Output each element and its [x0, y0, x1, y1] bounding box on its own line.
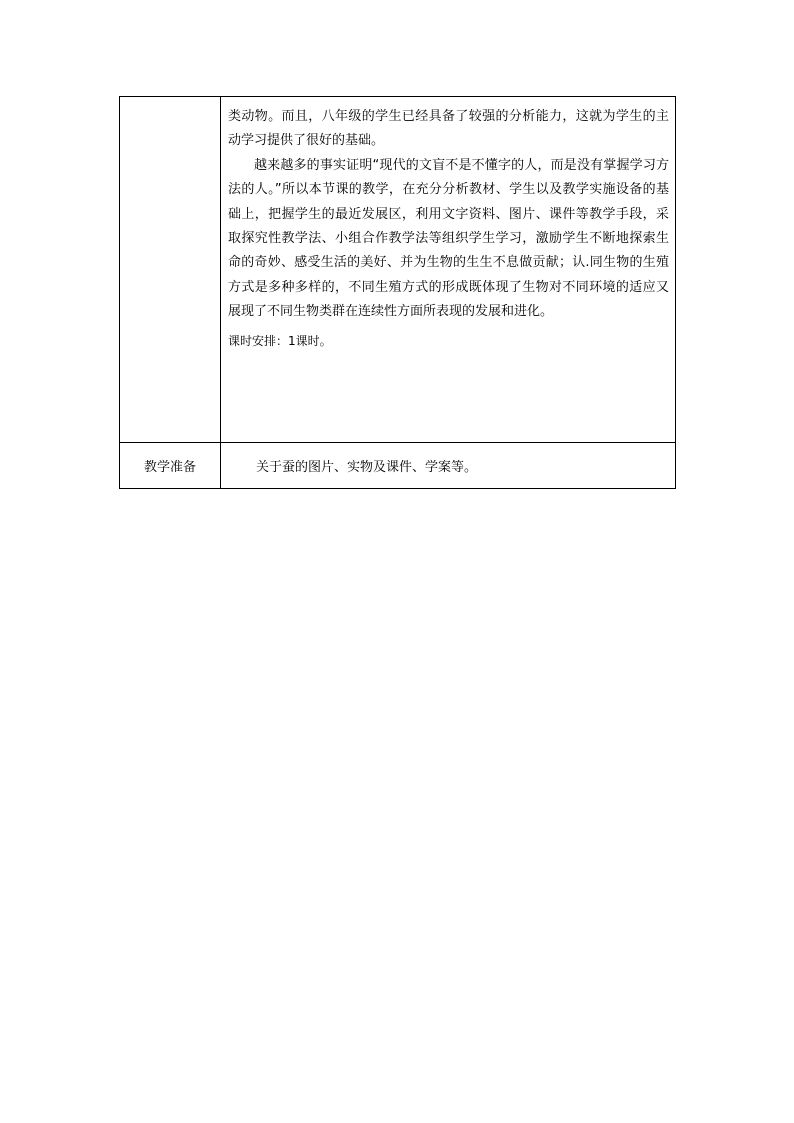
class-hours-text: 课时安排：1课时。: [228, 333, 332, 348]
paragraph-teaching-method: 越来越多的事实证明“现代的文盲不是不懂字的人，而是没有掌握学习方法的人。”所以本节课的教学，在充分分析教材、学生以及教学实施设备的基础上，把握学生的最近发展区，利用文字资料、图片、课件等教学手段，采取探究性教学法、小组合作教学法等组织学生学习，激励学生不断地探索生命的奇妙、感受生活的美好、并为生物的生生不息做贡献；认.同生物的生殖方式是多种多样的，不同生殖方式的形成既体现了生物对不同环境的适应又展现了不同生物类群在连续性方面所表现的发展和进化。: [228, 157, 669, 320]
table-row: [120, 443, 676, 489]
lesson-plan-table: [119, 96, 676, 489]
teaching-prep-content: 关于蚕的图片、实物及课件、学案等。: [221, 443, 676, 489]
paragraph-continuation: 类动物。而且，八年级的学生已经具备了较强的分析能力，这就为学生的主动学习提供了很好的基础。: [228, 109, 669, 149]
teaching-prep-label: 教学准备: [120, 443, 221, 489]
row-label-empty: [120, 97, 221, 443]
table-row: [120, 97, 676, 443]
analysis-content-cell: [221, 97, 676, 443]
